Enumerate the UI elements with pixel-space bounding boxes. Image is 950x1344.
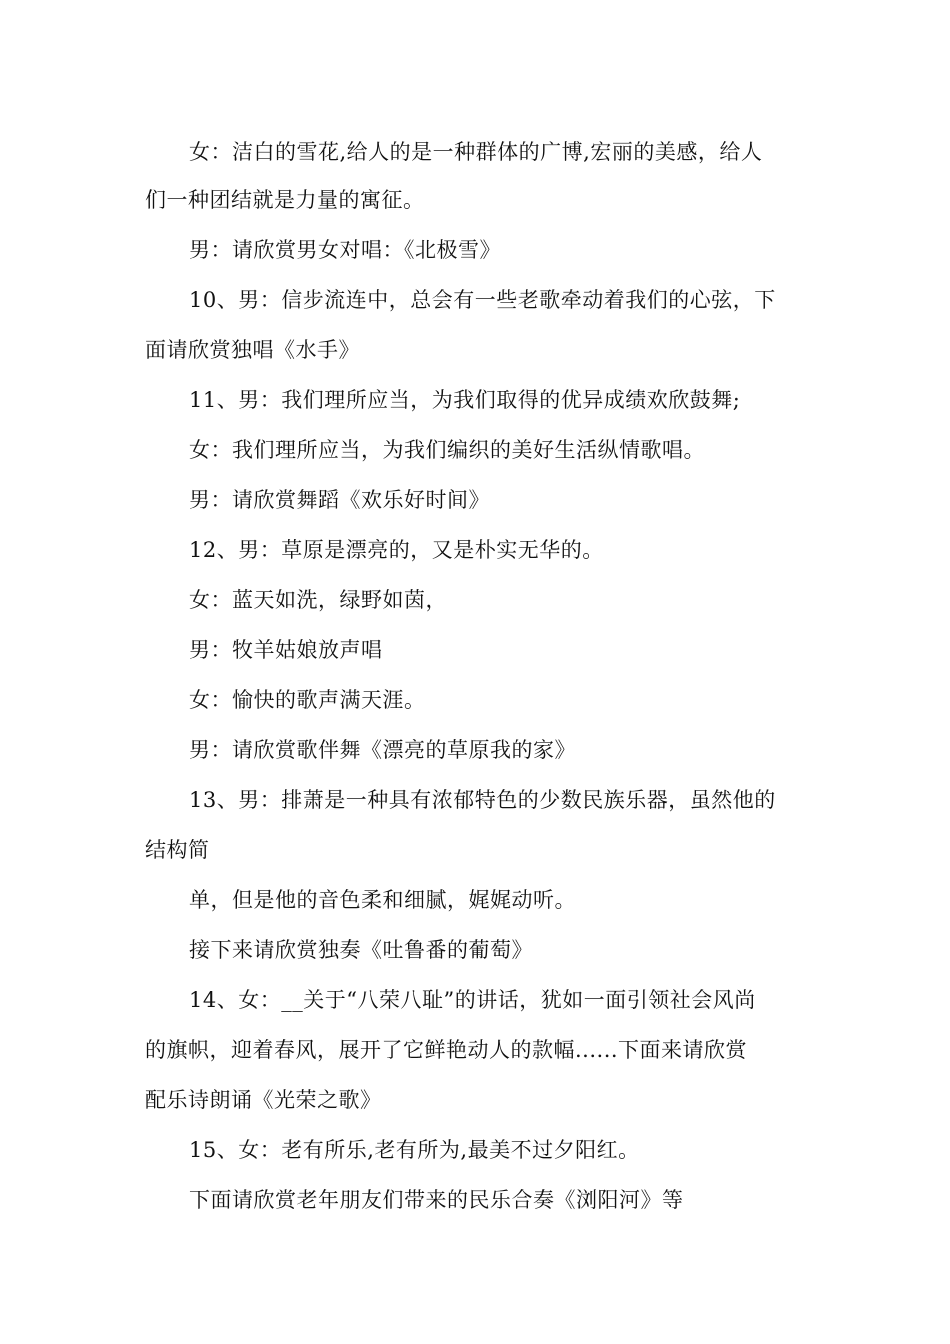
text-line: 下面请欣赏老年朋友们带来的民乐合奏《浏阳河》等 (189, 1188, 684, 1212)
text-line: 女：蓝天如洗，绿野如茵， (189, 588, 447, 612)
text-line: 接下来请欣赏独奏《吐鲁番的葡萄》 (189, 938, 533, 962)
text-line: 们一种团结就是力量的寓征。 (145, 188, 425, 212)
text-line: 男：请欣赏歌伴舞《漂亮的草原我的家》 (189, 738, 576, 762)
text-line: 男：请欣赏男女对唱：《北极雪》 (189, 238, 501, 262)
text-line: 14、女：__关于“八荣八耻”的讲话，犹如一面引领社会风尚 (189, 988, 756, 1012)
text-line: 男：请欣赏舞蹈《欢乐好时间》 (189, 488, 490, 512)
text-line: 的旗帜，迎着春风，展开了它鲜艳动人的款幅......下面来请欣赏 (145, 1038, 748, 1062)
text-line: 10、男：信步流连中，总会有一些老歌牵动着我们的心弦，下 (189, 288, 776, 312)
text-line: 女：愉快的歌声满天涯。 (189, 688, 426, 712)
text-line: 15、女：老有所乐,老有所为,最美不过夕阳红。 (189, 1138, 640, 1162)
text-line: 单，但是他的音色柔和细腻，娓娓动听。 (189, 888, 576, 912)
text-line: 男：牧羊姑娘放声唱 (189, 638, 383, 662)
text-line: 女：我们理所应当，为我们编织的美好生活纵情歌唱。 (189, 438, 705, 462)
text-line: 配乐诗朗诵《光荣之歌》 (145, 1088, 382, 1112)
text-line: 11、男：我们理所应当，为我们取得的优异成绩欢欣鼓舞; (189, 388, 741, 412)
text-line: 13、男：排萧是一种具有浓郁特色的少数民族乐器，虽然他的 (189, 788, 776, 812)
text-line: 12、男：草原是漂亮的，又是朴实无华的。 (189, 538, 604, 562)
text-line: 面请欣赏独唱《水手》 (145, 338, 360, 362)
text-line: 结构简 (145, 838, 210, 862)
text-line: 女：洁白的雪花,给人的是一种群体的广博,宏丽的美感，给人 (189, 140, 763, 164)
